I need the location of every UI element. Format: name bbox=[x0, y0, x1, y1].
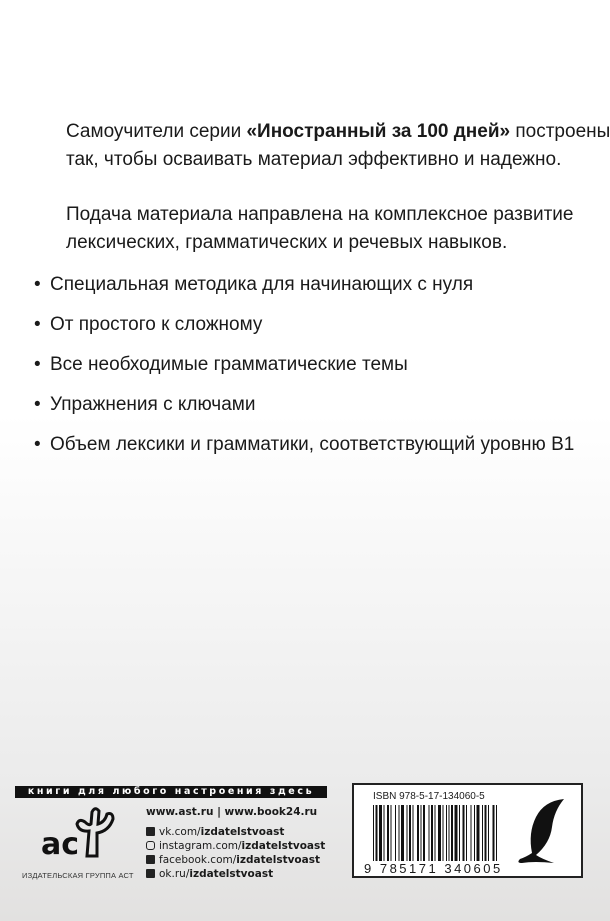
link-prefix: vk.com/ bbox=[159, 826, 201, 838]
publisher-name: ИЗДАТЕЛЬСКАЯ ГРУППА АСТ bbox=[22, 871, 134, 880]
barcode-bar bbox=[413, 805, 414, 863]
websites[interactable]: www.ast.ru | www.book24.ru bbox=[146, 806, 318, 818]
barcode-bar bbox=[407, 805, 408, 863]
barcode-bar bbox=[449, 805, 450, 863]
barcode-bar bbox=[466, 805, 467, 863]
ast-logo bbox=[35, 806, 120, 862]
barcode-bar bbox=[463, 805, 465, 863]
svg-text:ас: ас bbox=[41, 827, 80, 862]
instagram-icon bbox=[146, 841, 155, 850]
barcode-bar bbox=[395, 805, 396, 863]
barcode-bar bbox=[431, 805, 433, 863]
para2-line-2: лексических, грамматических и речевых навыков. bbox=[66, 232, 508, 253]
ok-icon bbox=[146, 869, 155, 878]
social-link-instagram[interactable] bbox=[146, 840, 325, 852]
barcode-bar bbox=[409, 805, 411, 863]
barcode-bar bbox=[384, 805, 385, 863]
intro-line-2: так, чтобы осваивать материал эффективно и надежно. bbox=[66, 149, 562, 170]
barcode bbox=[373, 805, 498, 863]
barcode-bar bbox=[391, 805, 392, 863]
link-prefix: ok.ru/ bbox=[159, 868, 190, 880]
barcode-bar bbox=[488, 805, 489, 863]
barcode-digits: 9 785171 340605 bbox=[364, 861, 503, 876]
social-link-facebook[interactable] bbox=[146, 854, 320, 866]
barcode-bar bbox=[435, 805, 436, 863]
barcode-bar bbox=[493, 805, 495, 863]
barcode-bar bbox=[485, 805, 487, 863]
social-link-vk[interactable] bbox=[146, 826, 284, 838]
barcode-bar bbox=[387, 805, 389, 863]
link-handle: izdatelstvoast bbox=[236, 854, 320, 866]
intro-line-1 bbox=[66, 118, 610, 146]
social-link-ok[interactable] bbox=[146, 868, 273, 880]
link-prefix: instagram.com/ bbox=[159, 840, 242, 852]
barcode-bar bbox=[446, 805, 447, 863]
barcode-bar bbox=[401, 805, 404, 863]
barcode-bar bbox=[373, 805, 374, 863]
barcode-bar bbox=[438, 805, 441, 863]
intro-text: Самоучители серии bbox=[66, 121, 247, 142]
bullet-item: • Специальная методика для начинающих с нуля bbox=[50, 274, 473, 296]
barcode-bar bbox=[471, 805, 472, 863]
link-prefix: facebook.com/ bbox=[159, 854, 237, 866]
barcode-bar bbox=[429, 805, 430, 863]
feather-logo bbox=[514, 797, 569, 869]
barcode-bar bbox=[417, 805, 419, 863]
bullet-item: • Объем лексики и грамматики, соответствующий уровню B1 bbox=[50, 434, 574, 456]
link-handle: izdatelstvoast bbox=[200, 826, 285, 838]
barcode-bar bbox=[423, 805, 425, 863]
barcode-bar bbox=[474, 805, 475, 863]
para2-line-1: Подача материала направлена на комплексное развитие bbox=[66, 204, 574, 225]
barcode-bar bbox=[482, 805, 483, 863]
bullet-item: • От простого к сложному bbox=[50, 314, 262, 336]
vk-icon bbox=[146, 827, 155, 836]
facebook-icon bbox=[146, 855, 155, 864]
link-handle: izdatelstvoast bbox=[241, 840, 326, 852]
isbn-barcode-box bbox=[352, 783, 583, 878]
barcode-bar bbox=[376, 805, 378, 863]
link-handle: izdatelstvoast bbox=[189, 868, 274, 880]
bullet-item: • Упражнения с ключами bbox=[50, 394, 255, 416]
barcode-bar bbox=[399, 805, 400, 863]
tagline-banner: книги для любого настроения здесь bbox=[15, 786, 327, 798]
barcode-bar bbox=[455, 805, 458, 863]
intro-text: построены bbox=[510, 121, 610, 142]
isbn-number: ISBN 978-5-17-134060-5 bbox=[373, 791, 485, 802]
barcode-bar bbox=[459, 805, 460, 863]
series-name: «Иностранный за 100 дней» bbox=[246, 121, 511, 142]
barcode-bar bbox=[496, 805, 497, 863]
barcode-bar bbox=[443, 805, 444, 863]
bullet-item: • Все необходимые грамматические темы bbox=[50, 354, 408, 376]
barcode-bar bbox=[421, 805, 422, 863]
barcode-bar bbox=[379, 805, 382, 863]
barcode-bar bbox=[477, 805, 480, 863]
barcode-bar bbox=[451, 805, 453, 863]
